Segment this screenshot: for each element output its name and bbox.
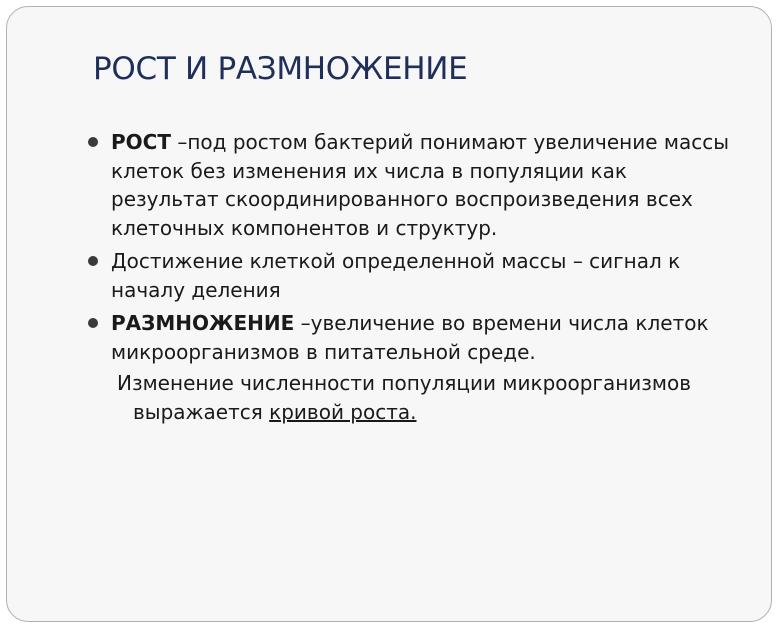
bullet-dot-icon — [88, 318, 98, 328]
bullet-dot-icon — [88, 256, 98, 266]
paragraph-text: Изменение численности популяции микроорганизмов выражается — [117, 371, 692, 424]
bullet-item-division-signal — [85, 247, 735, 304]
bullet-term: РОСТ — [111, 130, 171, 154]
bullet-text: –под ростом бактерий понимают увеличение массы клеток без изменения их числа в популяции как результат скоординированного воспроизведения всех клеточных компонентов и структур. — [111, 130, 730, 240]
bullet-item-growth — [85, 128, 735, 242]
bullet-item-reproduction — [85, 309, 735, 366]
growth-curve-link[interactable]: кривой роста. — [269, 399, 417, 424]
slide-title: РОСТ И РАЗМНОЖЕНИЕ — [93, 51, 468, 87]
slide-body — [85, 128, 735, 426]
bullet-text: Достижение клеткой определенной массы – сигнал к началу деления — [111, 249, 681, 302]
slide — [6, 6, 772, 622]
bullet-text: –увеличение во времени числа клеток микроорганизмов в питательной среде. — [111, 311, 709, 364]
growth-curve-paragraph — [85, 369, 735, 426]
bullet-term: РАЗМНОЖЕНИЕ — [111, 311, 295, 335]
bullet-dot-icon — [88, 137, 98, 147]
